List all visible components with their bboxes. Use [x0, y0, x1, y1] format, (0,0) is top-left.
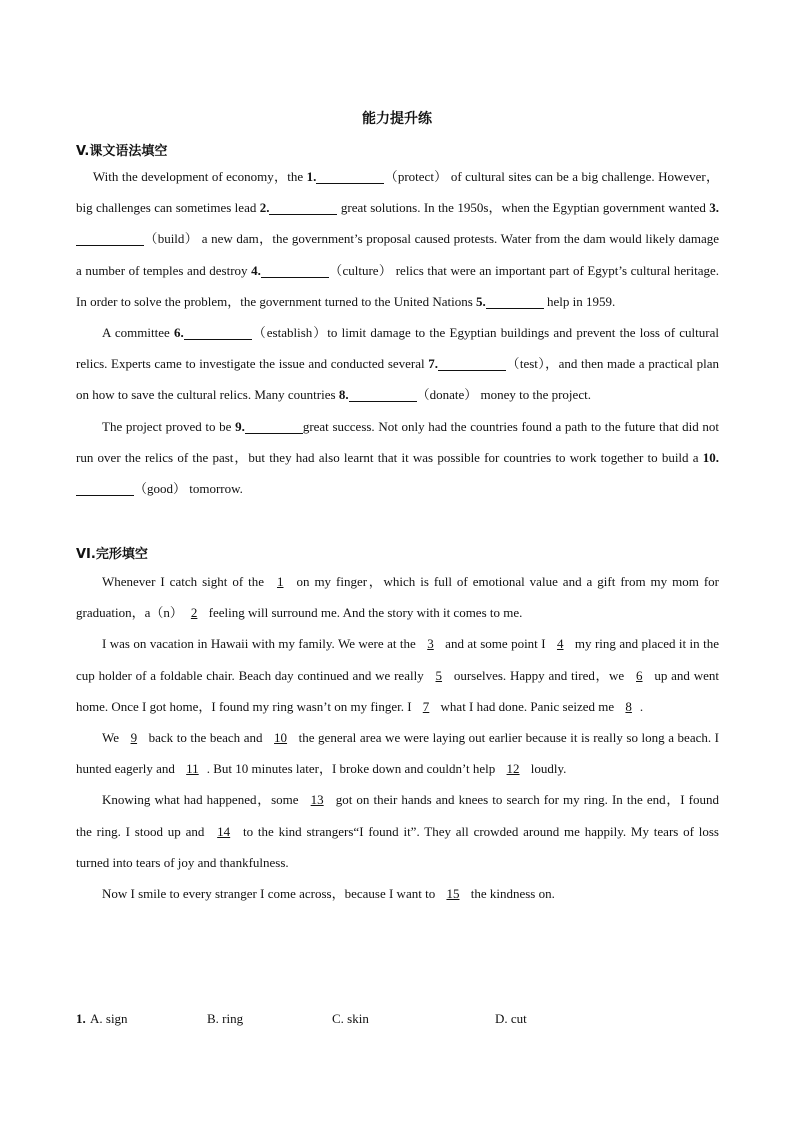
paragraph — [76, 317, 719, 411]
cloze-gap[interactable]: 5 — [435, 667, 443, 683]
passage-text: （build） a new dam，the government’s proposal caused protests. Water from the dam would likely damage a number of temples and destroy — [76, 231, 719, 278]
cloze-gap[interactable]: 15 — [446, 886, 460, 902]
blank-number: 4. — [251, 262, 261, 278]
cloze-gap[interactable]: 12 — [506, 761, 520, 777]
passage-text: We — [102, 730, 123, 746]
passage-text: I was on vacation in Hawaii with my family. We were at the — [102, 636, 420, 652]
answer-blank[interactable] — [184, 325, 252, 340]
option-d[interactable]: D. cut — [495, 1011, 527, 1026]
passage-text: Now I smile to every stranger I come across，because I want to — [102, 886, 439, 902]
paragraph — [76, 161, 719, 317]
cloze-gap[interactable]: 11 — [186, 761, 199, 777]
passage-text: back to the beach and — [145, 730, 267, 746]
answer-blank[interactable] — [76, 231, 144, 246]
passage-text: up and went home. Once I got home，I found my ring wasn’t on my finger. I — [76, 667, 719, 714]
cloze-gap[interactable]: 2 — [190, 605, 198, 621]
passage-text: （culture） relics that were an important part of Egypt’s cultural heritage. In order to solve the problem，the government turned to the United Nations — [76, 262, 719, 309]
passage-text: . But 10 minutes later，I broke down and couldn’t help — [206, 761, 499, 777]
answer-blank[interactable] — [245, 419, 303, 434]
passage-text: （establish）to limit damage to the Egyptian buildings and prevent the loss of cultural relics. Experts came to investigate the issue and conducted several — [76, 325, 719, 372]
blank-number: 5. — [476, 293, 486, 309]
cloze-gap[interactable]: 9 — [130, 730, 138, 746]
blank-number: 1. — [306, 169, 317, 184]
page-title: 能力提升练 — [362, 111, 432, 127]
passage-text: A committee — [102, 325, 175, 341]
passage-text: loudly. — [527, 761, 567, 777]
passage-text: （test），and then made a practical plan on how to save the cultural relics. Many countries — [76, 356, 719, 403]
blank-number: 10. — [702, 449, 719, 465]
passage-text: on my finger，which is full of emotional value and a gift from my mom for graduation，a（n） — [76, 574, 719, 621]
passage-text: to the kind strangers“I found it”. They all crowded around me happily. My tears of loss turned into tears of joy and thankfulness. — [76, 823, 719, 870]
cloze-gap[interactable]: 14 — [217, 823, 231, 839]
paragraph — [76, 722, 719, 784]
section-heading-grammar: V.课文语法填空 — [76, 144, 168, 159]
blank-number: 8. — [338, 387, 349, 403]
cloze-gap[interactable]: 10 — [274, 730, 288, 746]
blank-number: 3. — [709, 200, 719, 216]
option-c[interactable]: C. skin — [332, 1011, 369, 1026]
question-number: 1. — [76, 1011, 86, 1026]
answer-blank[interactable] — [486, 294, 544, 309]
passage-text: With the development of economy，the — [92, 169, 307, 184]
paragraph — [76, 566, 719, 628]
passage-text: Whenever I catch sight of the — [102, 574, 269, 589]
passage-text: . — [639, 698, 644, 714]
passage-text: feeling will surround me. And the story with it comes to me. — [205, 605, 523, 621]
passage-text: great solutions. In the 1950s，when the Egyptian government wanted — [337, 200, 710, 216]
passage-text: help in 1959. — [543, 293, 616, 309]
cloze-gap[interactable]: 1 — [277, 574, 284, 589]
passage-text: （good） tomorrow. — [134, 481, 243, 497]
passage-text: ourselves. Happy and tired，we — [450, 667, 628, 683]
passage-text: The project proved to be — [102, 418, 236, 434]
answer-blank[interactable] — [261, 263, 329, 278]
paragraph — [76, 411, 719, 505]
passage-text: what I had done. Panic seized me — [437, 698, 618, 714]
answer-blank[interactable] — [316, 169, 384, 184]
cloze-gap[interactable]: 8 — [625, 698, 632, 714]
passage-text: and at some point I — [441, 636, 549, 652]
passage-text: my ring and placed it in the cup holder of a foldable chair. Beach day continued and we really — [76, 636, 719, 683]
blank-number: 9. — [235, 418, 245, 434]
cloze-gap[interactable]: 7 — [422, 698, 430, 714]
paragraph — [76, 628, 719, 722]
passage-text: （protect） of cultural sites can be a big challenge. However，big challenges can sometimes lead — [76, 169, 719, 216]
blank-number: 6. — [174, 325, 184, 341]
answer-blank[interactable] — [349, 387, 417, 402]
passage-text: the general area we were laying out earlier because it is really so long a beach. I hunted eagerly and — [76, 730, 719, 777]
cloze-gap[interactable]: 4 — [556, 636, 564, 652]
cloze-gap[interactable]: 13 — [310, 792, 324, 808]
passage-text: the kindness on. — [467, 886, 555, 902]
option-b[interactable]: B. ring — [207, 1011, 244, 1026]
answer-blank[interactable] — [269, 200, 337, 215]
passage-text: great success. Not only had the countries found a path to the future that did not run over the relics of the past，but they had also learnt that it was possible for countries to work together to build a — [76, 418, 719, 465]
paragraph — [76, 878, 719, 909]
cloze-gap[interactable]: 6 — [636, 667, 643, 683]
cloze-passage — [76, 566, 719, 909]
blank-number: 2. — [259, 200, 270, 216]
cloze-gap[interactable]: 3 — [427, 636, 434, 652]
section-heading-cloze: VI.完形填空 — [76, 547, 148, 562]
passage-text: （donate） money to the project. — [416, 387, 591, 403]
answer-blank[interactable] — [76, 481, 134, 496]
paragraph — [76, 784, 719, 878]
option-a[interactable]: A. sign — [90, 1011, 128, 1026]
blank-number: 7. — [428, 356, 439, 372]
answer-blank[interactable] — [438, 356, 506, 371]
passage-text: got on their hands and knees to search for my ring. In the end，I found the ring. I stood up and — [76, 792, 719, 839]
grammar-fill-passage — [76, 161, 719, 504]
passage-text: Knowing what had happened，some — [102, 792, 303, 808]
